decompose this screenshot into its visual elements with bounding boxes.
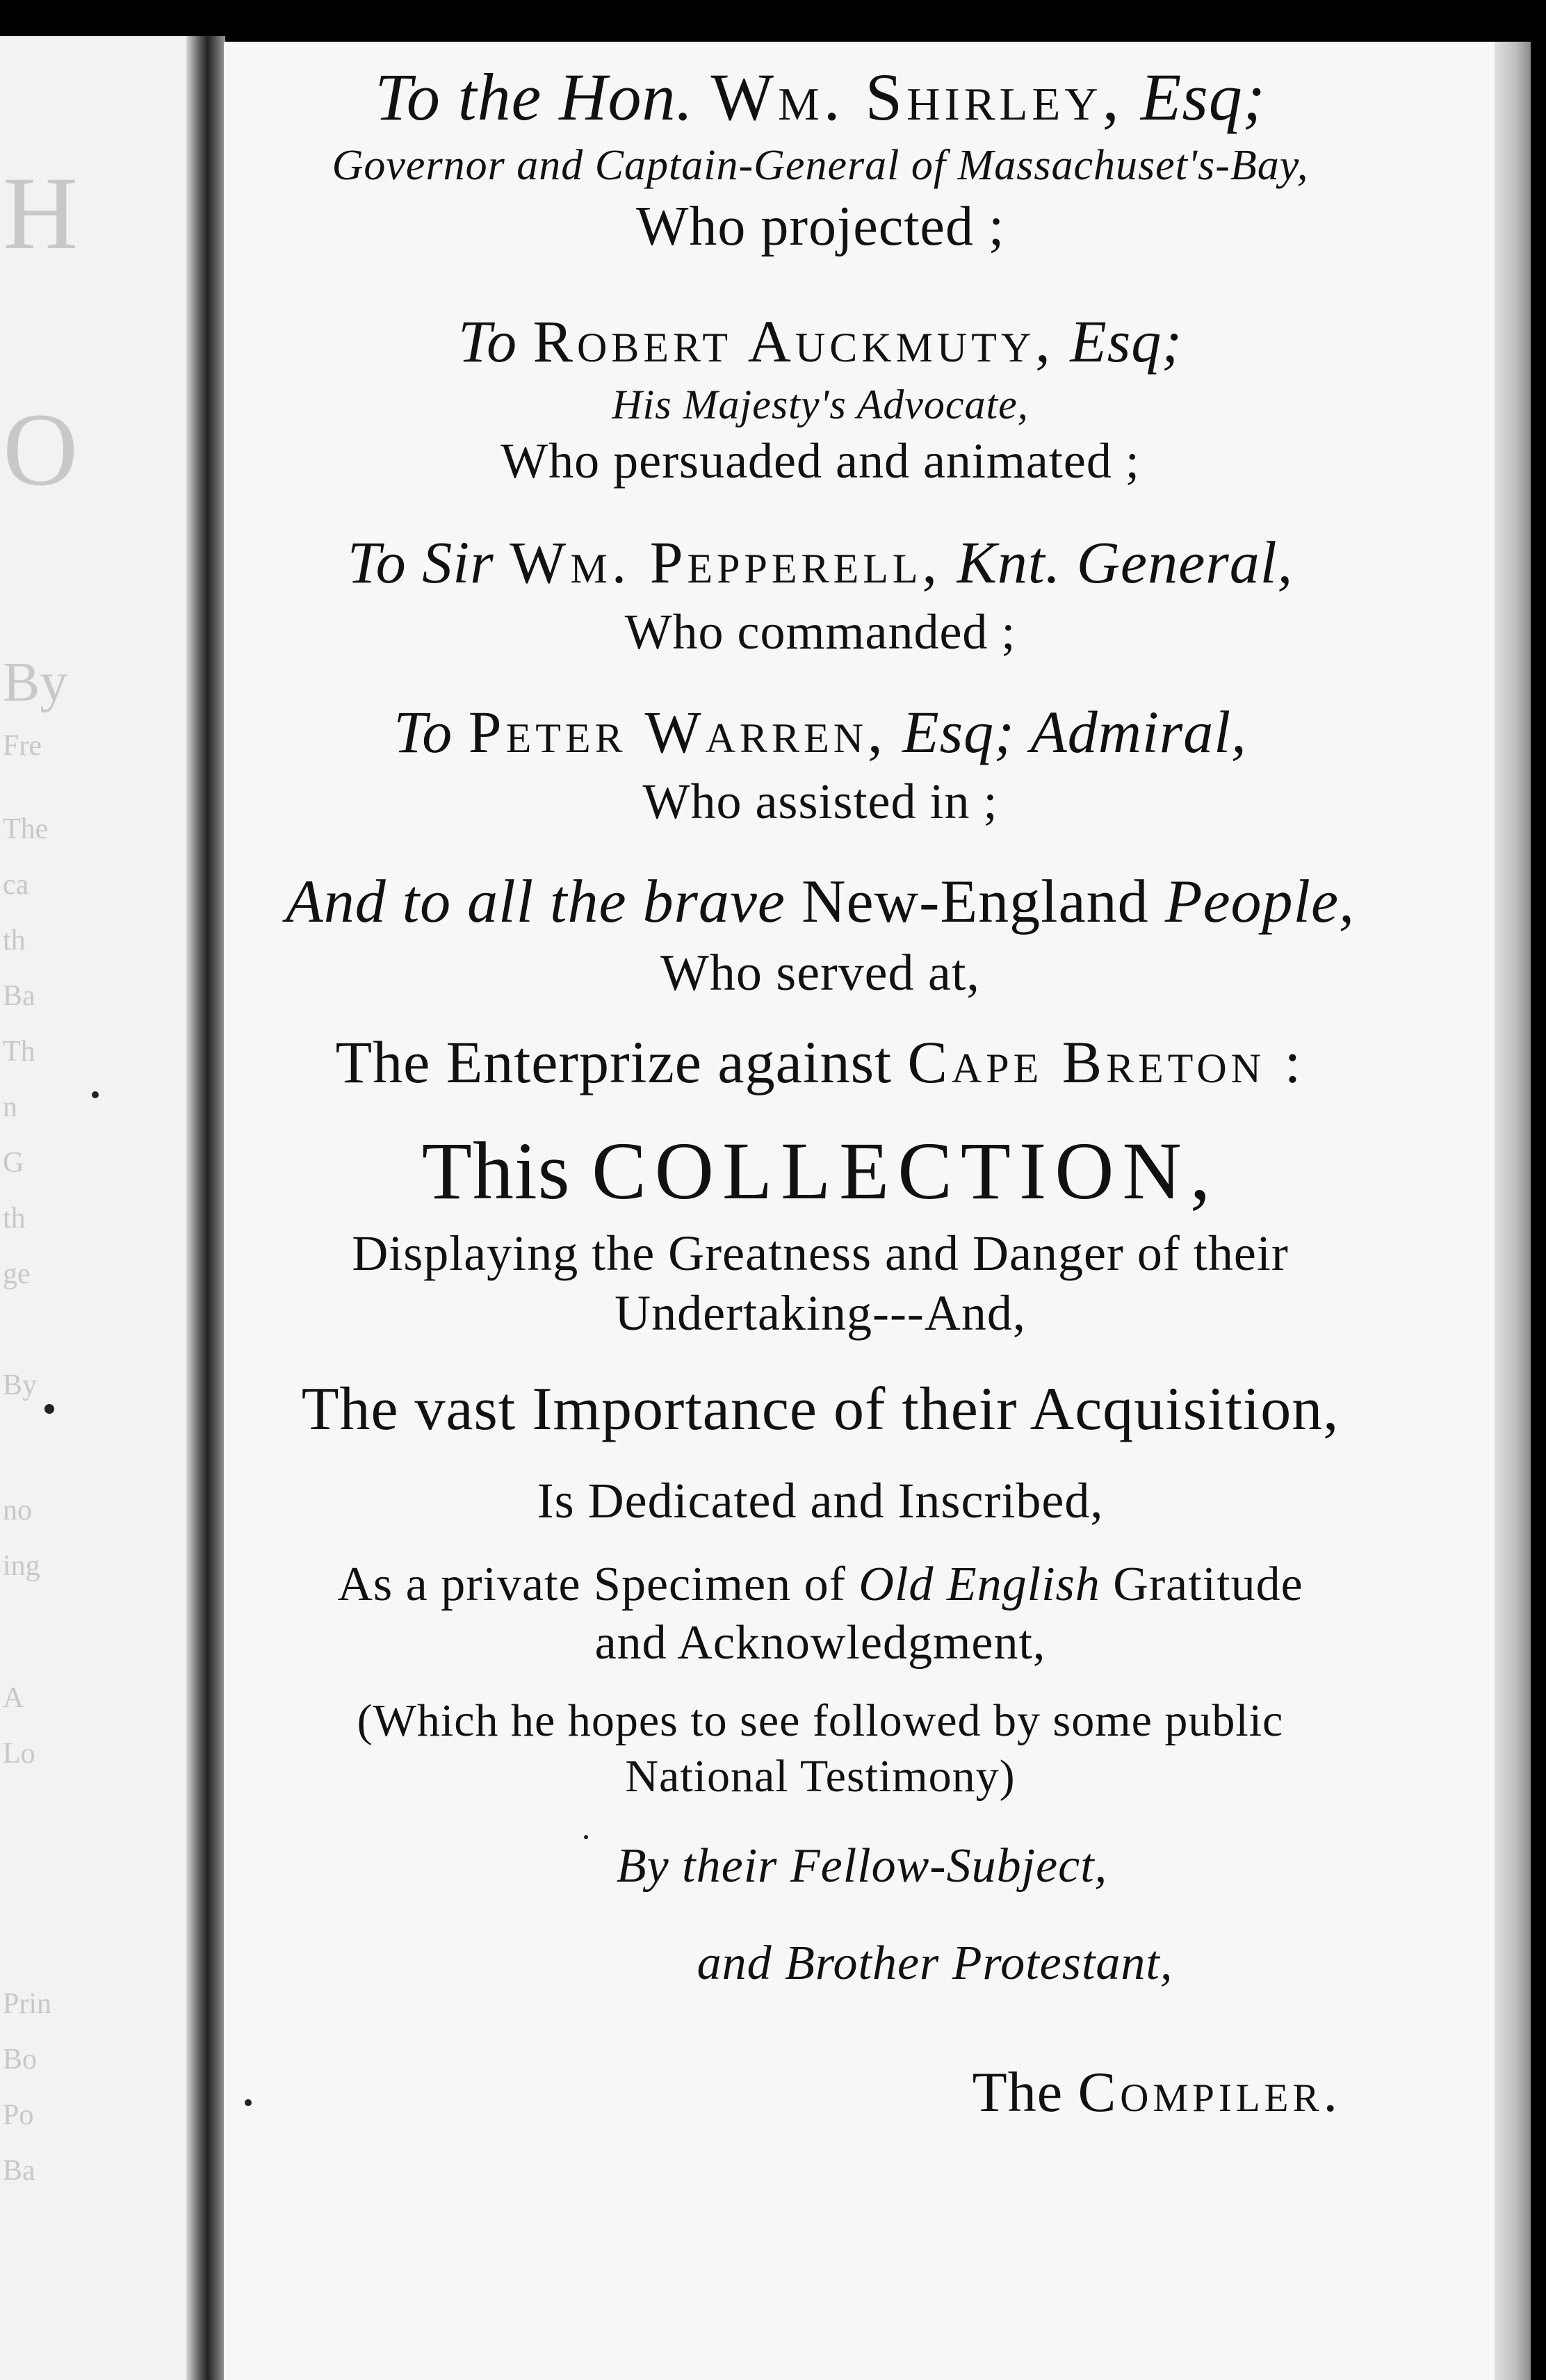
dedication-line-commanded: Who commanded ; [624,604,1016,660]
dedication-line-enterprize: The Enterprize against Cape Breton : [335,1029,1305,1095]
dedication-line-hopes: (Which he hopes to see followed by some public [357,1695,1284,1746]
dedication-line-auckmuty: To Robert Auckmuty, Esq; [458,308,1182,375]
ink-speck [92,1091,99,1098]
dedication-line-brother: and Brother Protestant, [697,1937,1173,1990]
dedication-line-testimony: National Testimony) [625,1751,1016,1802]
dedication-line-pepperell: To Sir Wm. Pepperell, Knt. General, [347,529,1294,596]
page-edge-shadow [1495,42,1531,2380]
dedication-line-specimen: As a private Specimen of Old English Gratitude [337,1558,1303,1611]
dedication-line-people: And to all the brave New-England People, [285,868,1356,936]
dedication-line-inscribed: Is Dedicated and Inscribed, [537,1473,1104,1529]
dedication-signature: The Compiler. [972,2060,1342,2124]
dedication-line-collection: This COLLECTION, [421,1125,1219,1216]
dedication-line-acknowledgment: and Acknowledgment, [594,1616,1046,1670]
dedication-line-projected: Who projected ; [635,196,1005,257]
ink-speck [44,1404,54,1414]
scan-border [0,0,1546,36]
dedication-line-shirley: To the Hon. Wm. Shirley, Esq; [375,60,1266,134]
dedication-line-assisted: Who assisted in ; [642,774,998,829]
book-gutter [186,36,225,2380]
dedication-line-served: Who served at, [660,945,980,1002]
dedication-line-persuaded: Who persuaded and animated ; [501,433,1140,489]
dedication-line-undertaking: Undertaking---And, [615,1285,1026,1341]
dedication-line-governor: Governor and Captain-General of Massachuset's-Bay, [332,142,1309,189]
dedication-line-displaying: Displaying the Greatness and Danger of their [352,1225,1289,1281]
facing-page-edge: H O By Fre The ca th Ba Th n G th ge By no ing A Lo Prin Bo Po Ba [0,36,202,2380]
dedication-line-importance: The vast Importance of their Acquisition, [301,1376,1340,1443]
dedication-line-advocate: His Majesty's Advocate, [612,382,1029,427]
ink-speck [245,2099,252,2106]
dedication-text [257,49,1383,2127]
dedication-line-fellow: By their Fellow-Subject, [616,1839,1108,1893]
dedication-line-warren: To Peter Warren, Esq; Admiral, [393,699,1247,765]
